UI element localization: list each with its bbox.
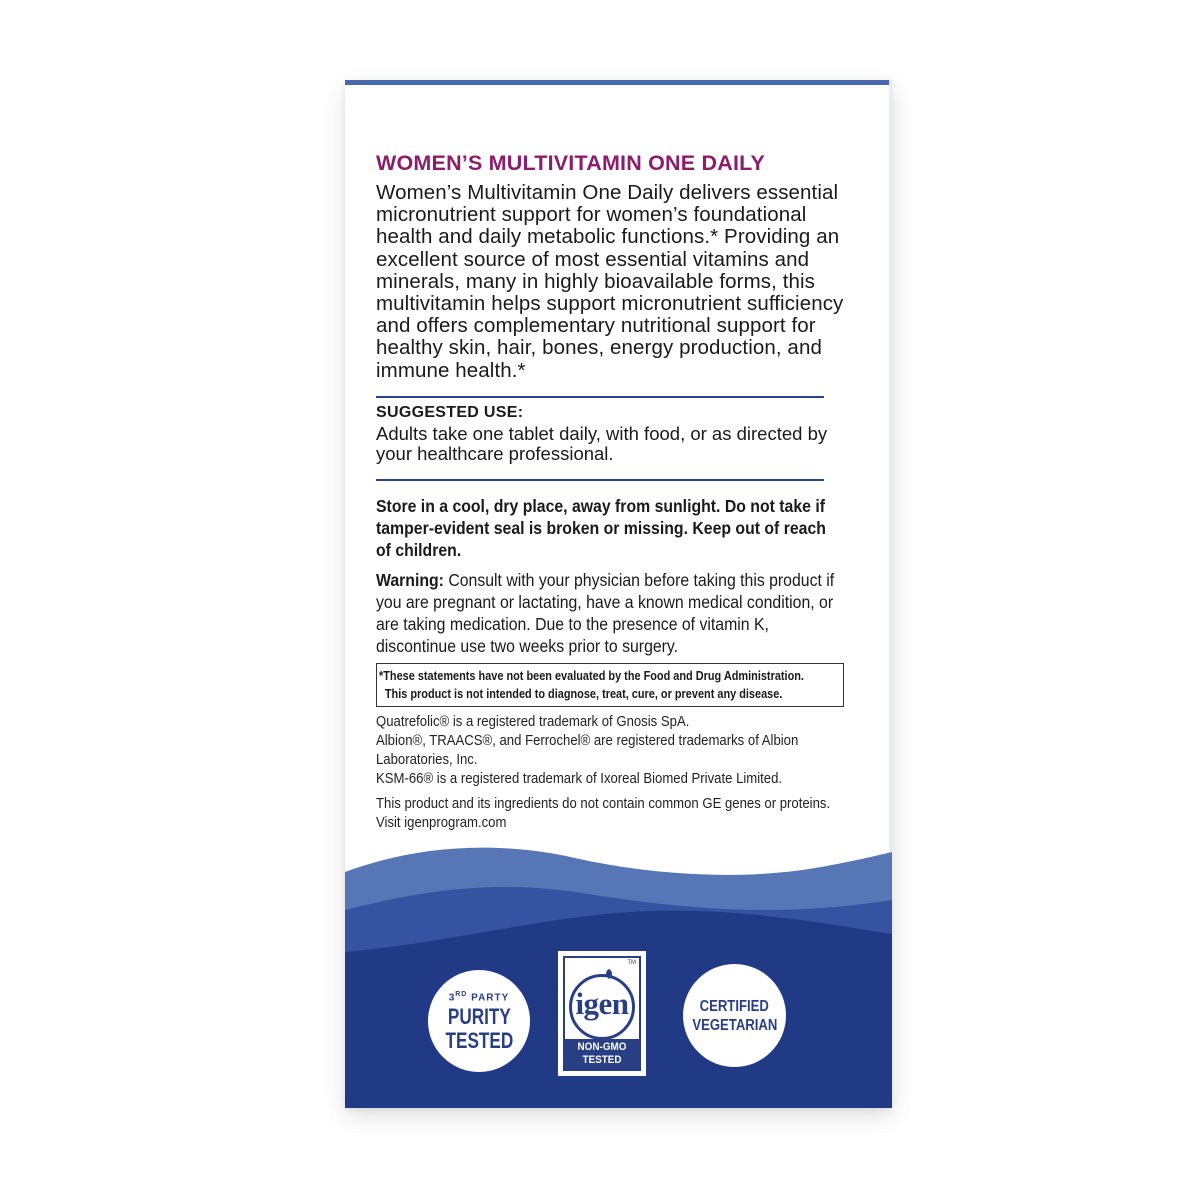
- suggested-use-heading: SUGGESTED USE:: [376, 403, 524, 421]
- badge-text: TESTED: [445, 1027, 513, 1053]
- trademark-note: KSM-66® is a registered trademark of Ixoreal Biomed Private Limited.: [376, 770, 783, 787]
- badge-text: 3RD PARTY: [448, 991, 510, 1004]
- fda-disclaimer-line: *These statements have not been evaluated by the Food and Drug Administration.: [379, 667, 804, 683]
- badge-text: CERTIFIED: [699, 997, 770, 1015]
- purity-tested-badge: [428, 970, 530, 1072]
- trademark-notes: [376, 713, 851, 833]
- badge-text: TESTED: [582, 1054, 622, 1066]
- divider-rule: [376, 479, 824, 481]
- warning-body: Consult with your physician before taking this product if you are pregnant or lactating, have a known medical condition, or are taking medication. Due to the presence of vitamin K, discontinue use two weeks prior to surgery.: [376, 569, 835, 656]
- igen-frame: [563, 956, 641, 1071]
- leaf-icon: [603, 968, 615, 980]
- ge-statement: This product and its ingredients do not contain common GE genes or proteins. Visit igenprogram.com: [376, 795, 831, 831]
- fda-disclaimer-box: [376, 663, 844, 707]
- igen-trademark: TM: [627, 960, 636, 966]
- igen-logo-text: igen: [575, 986, 629, 1021]
- warning-label: Warning:: [376, 569, 444, 590]
- certified-vegetarian-badge: [683, 964, 786, 1067]
- badge-text: PURITY: [447, 1003, 511, 1029]
- igen-non-gmo-seal: [558, 951, 646, 1076]
- igen-logo: [569, 974, 635, 1040]
- trademark-note: Albion®, TRAACS®, and Ferrochel® are registered trademarks of Albion Laboratories, Inc.: [376, 732, 799, 768]
- badge-text: VEGETARIAN: [691, 1016, 778, 1034]
- igen-band: [565, 1039, 639, 1069]
- fda-disclaimer-line: This product is not intended to diagnose, treat, cure, or prevent any disease.: [384, 685, 783, 701]
- product-title: WOMEN’S MULTIVITAMIN ONE DAILY: [376, 151, 766, 175]
- product-box-back-panel: [345, 80, 892, 1108]
- product-description: Women’s Multivitamin One Daily delivers essential micronutrient support for women’s foundational health and daily metabolic functions.* Providing an excellent source of most essential vitamins and minerals, many in highly bioavailable forms, this multivitamin helps support micronutrient sufficiency and offers complementary nutritional support for healthy skin, hair, bones, energy production, and immune health.*: [376, 181, 844, 382]
- badge-text: NON-GMO: [577, 1041, 627, 1053]
- suggested-use-text: Adults take one tablet daily, with food, or as directed by your healthcare professional.: [376, 422, 828, 465]
- divider-rule: [376, 396, 824, 398]
- warning-text: [376, 569, 850, 657]
- box-top-edge: [345, 80, 892, 85]
- storage-instructions: Store in a cool, dry place, away from sunlight. Do not take if tamper-evident seal is broken or missing. Keep out of reach of children.: [376, 495, 826, 560]
- trademark-note: Quatrefolic® is a registered trademark of Gnosis SpA.: [376, 713, 690, 730]
- label-content: [376, 150, 851, 833]
